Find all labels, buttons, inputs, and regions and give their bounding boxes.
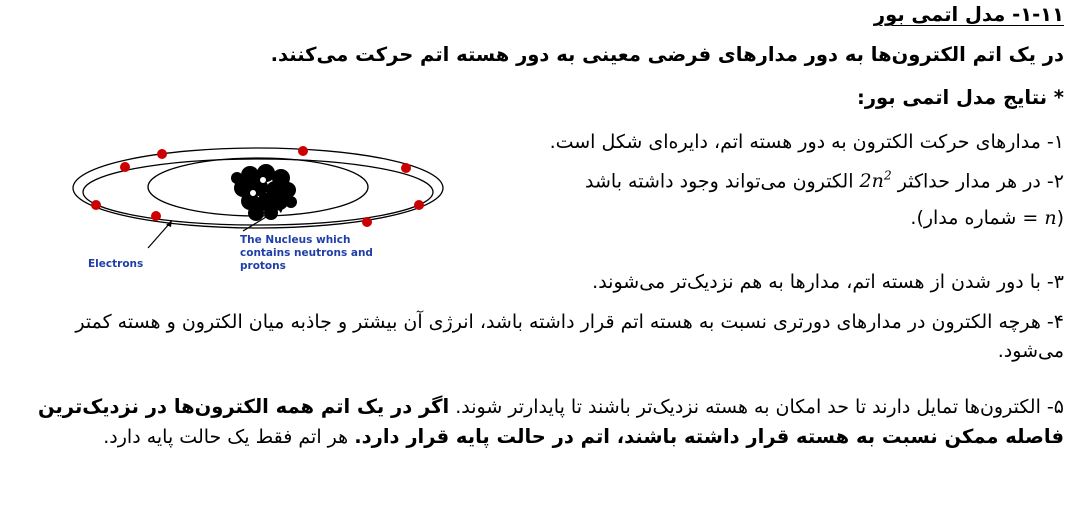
list-item-2-line2-text: = شماره مدار). xyxy=(910,207,1045,229)
list-item-5-part-2: هر اتم فقط یک حالت پایه دارد. xyxy=(103,425,355,448)
list-item-4: ۴- هرچه الکترون در مدارهای دورتری نسبت به هسته اتم قرار داشته باشد، انرژی آن بیشتر و جاذبه میان الکترون و هسته کمتر می‌شود. xyxy=(75,311,1064,362)
list-item-2-line2 xyxy=(910,208,1064,229)
electron xyxy=(157,149,167,159)
electron xyxy=(298,146,308,156)
list-item-2 xyxy=(585,170,1064,192)
paren-open: ( xyxy=(1056,207,1064,229)
electron xyxy=(91,200,101,210)
label-nucleus: The Nucleus which contains neutrons and protons xyxy=(240,234,373,273)
symbol-n: n xyxy=(1044,207,1057,229)
nucleus-cluster xyxy=(231,164,297,221)
label-electrons: Electrons xyxy=(88,258,144,270)
list-item-2-text-before: ۲- در هر مدار حداکثر xyxy=(891,170,1064,193)
intro-paragraph: در یک اتم الکترون‌ها به دور مدارهای فرضی معینی به دور هسته اتم حرکت می‌کنند. xyxy=(270,43,1064,66)
formula-exponent: 2 xyxy=(883,169,892,183)
formula-2n-squared xyxy=(860,170,892,192)
bohr-atom-figure xyxy=(40,130,500,305)
electron xyxy=(401,163,411,173)
bohr-atom-svg xyxy=(40,130,500,305)
electron xyxy=(414,200,424,210)
list-item-3: ۳- با دور شدن از هسته اتم، مدارها به هم نزدیک‌تر می‌شوند. xyxy=(592,271,1064,293)
list-item-5-part-1: ۵- الکترون‌ها تمایل دارند تا حد امکان به هسته نزدیک‌تر باشند تا پایدارتر شوند. xyxy=(449,396,1064,418)
list-item-5-emphasis: اگر در یک اتم همه الکترون‌ها در نزدیک‌ترین فاصله ممکن نسبت به هسته قرار داشته باشند، اتم در حالت پایه قرار دارد. xyxy=(37,395,1064,448)
list-item-2-text-after: الکترون می‌تواند وجود داشته باشد xyxy=(585,170,860,193)
electron xyxy=(362,217,372,227)
formula-base: 2n xyxy=(859,170,884,193)
page-title: ۱-۱۱- مدل اتمی بور xyxy=(873,3,1064,26)
results-heading: * نتایج مدل اتمی بور: xyxy=(857,86,1064,109)
list-item-5 xyxy=(16,392,1064,451)
leader-line-electrons xyxy=(148,223,170,248)
electron xyxy=(120,162,130,172)
electron xyxy=(151,211,161,221)
list-item-1: ۱- مدارهای حرکت الکترون به دور هسته اتم، دایره‌ای شکل است. xyxy=(549,131,1064,153)
